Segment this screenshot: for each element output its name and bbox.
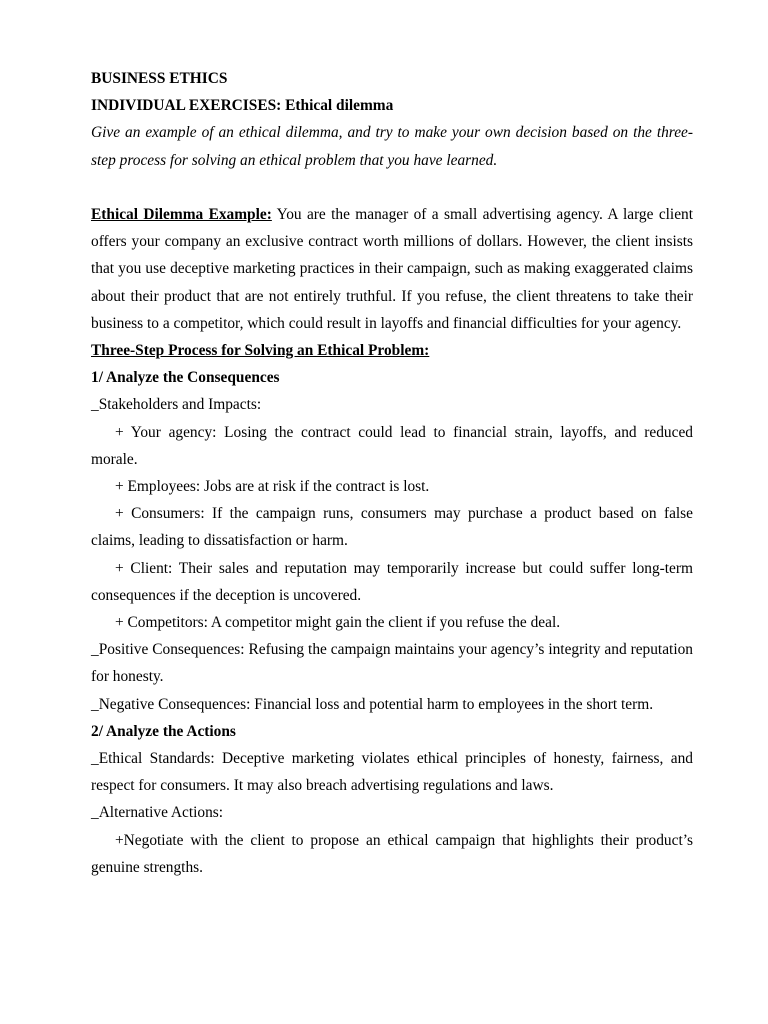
alternatives-label: _Alternative Actions: — [91, 804, 224, 822]
stakeholder-item-client: + Client: Their sales and reputation may temporarily increase but could suffer long-term consequences if the deception is uncovered. — [91, 559, 693, 604]
dilemma-example-label: Ethical Dilemma Example: — [91, 206, 272, 223]
dilemma-example — [91, 201, 693, 337]
step1-heading: 1/ Analyze the Consequences — [91, 369, 280, 387]
stakeholder-item-consumers: + Consumers: If the campaign runs, consumers may purchase a product based on false claims, leading to dissatisfaction or harm. — [91, 505, 693, 550]
stakeholder-item-employees: + Employees: Jobs are at risk if the contract is lost. — [115, 478, 430, 496]
ethical-standards: _Ethical Standards: Deceptive marketing violates ethical principles of honesty, fairness, and respect for consumers. It may also breach advertising regulations and laws. — [91, 750, 693, 795]
positive-consequences: _Positive Consequences: Refusing the campaign maintains your agency’s integrity and reputation for honesty. — [91, 641, 693, 686]
stakeholder-item-agency: + Your agency: Losing the contract could lead to financial strain, layoffs, and reduced morale. — [91, 423, 693, 468]
process-title: Three-Step Process for Solving an Ethical Problem: — [91, 342, 430, 360]
exercise-prompt: Give an example of an ethical dilemma, and try to make your own decision based on the three-step process for solving an ethical problem that you have learned. — [91, 124, 693, 169]
negative-consequences: _Negative Consequences: Financial loss and potential harm to employees in the short term. — [91, 695, 654, 713]
stakeholder-item-competitors: + Competitors: A competitor might gain the client if you refuse the deal. — [115, 614, 561, 632]
alternative-item-negotiate: +Negotiate with the client to propose an ethical campaign that highlights their product’s genuine strengths. — [91, 831, 693, 876]
exercise-title: INDIVIDUAL EXERCISES: Ethical dilemma — [91, 97, 394, 115]
blank-line — [91, 174, 693, 201]
step2-heading: 2/ Analyze the Actions — [91, 722, 236, 740]
stakeholders-label: _Stakeholders and Impacts: — [91, 396, 262, 414]
course-title: BUSINESS ETHICS — [91, 70, 228, 87]
dilemma-example-text: You are the manager of a small advertising agency. A large client offers your company an exclusive contract worth millions of dollars. However, the client insists that you use deceptive marketing practices in their campaign, such as making exaggerated claims about their product that are not entirely truthful. If you refuse, the client threatens to take their business to a competitor, which could result in layoffs and financial difficulties for your agency. — [91, 206, 694, 332]
